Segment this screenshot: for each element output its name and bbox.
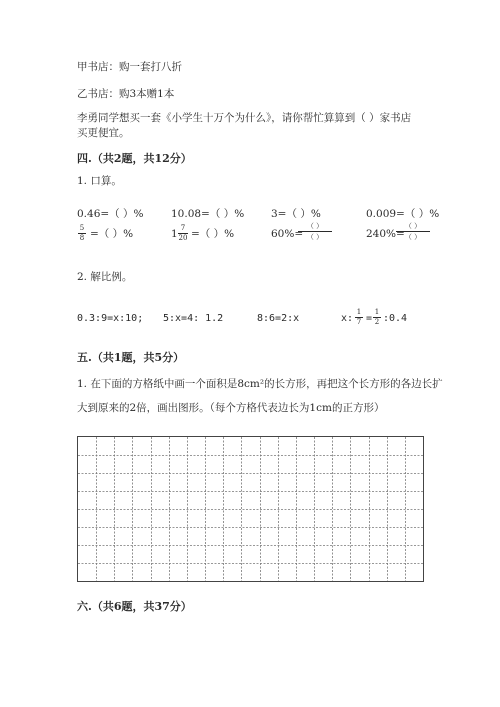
grid-lines (78, 437, 423, 581)
section-5-line-2: 大到原来的2倍，画出图形。（每个方格代表边长为1cm的正方形） (77, 402, 385, 414)
fraction-numerator: 1 (374, 308, 380, 316)
proportion-item: 0.3:9=x:10; (77, 313, 144, 324)
proportion-eq: = (366, 313, 373, 324)
shop-a-text: 甲书店：购一套打八折 (77, 61, 182, 73)
calc-item: 0.46=（ ）% (77, 208, 144, 220)
calc-item: 10.08=（ ）% (171, 208, 245, 220)
proportion-post: :0.4 (383, 313, 408, 324)
shop-b-text: 乙书店：购3本赠1本 (77, 88, 175, 100)
fraction-denominator: （ ） (306, 233, 324, 241)
fraction-numerator: 7 (180, 224, 186, 232)
fraction-denominator: 8 (79, 234, 85, 242)
fraction-bar (396, 231, 430, 232)
section-5-line-1: 1. 在下面的方格纸中画一个面积是8cm²的长方形，再把这个长方形的各边长扩 (77, 378, 443, 390)
fraction-numerator: 1 (356, 308, 362, 316)
q2-title: 2. 解比例。 (77, 271, 133, 283)
percent-prefix: 240%= (366, 228, 405, 240)
mixed-whole: 1 (171, 228, 178, 240)
fraction-bar (298, 231, 332, 232)
fraction-denominator: 7 (356, 318, 362, 326)
section-6-heading: 六.（共6题，共37分） (77, 600, 192, 613)
section-5-heading: 五.（共1题，共5分） (77, 351, 185, 364)
section-4-heading: 四.（共2题，共12分） (77, 152, 192, 165)
fraction-denominator: 20 (178, 234, 188, 242)
grid-paper (77, 436, 424, 582)
calc-item: 0.009=（ ）% (366, 208, 440, 220)
question-line-1: 李勇同学想买一套《小学生十万个为什么》，请你帮忙算算到（ ）家书店 (77, 112, 412, 124)
calc-rest: =（ ）% (191, 228, 235, 240)
percent-prefix: 60%= (271, 228, 304, 240)
calc-rest: =（ ）% (90, 228, 134, 240)
proportion-pre: x: (341, 313, 354, 324)
fraction-numerator: 5 (79, 224, 85, 232)
proportion-item: 5:x=4: 1.2 (163, 313, 224, 324)
proportion-item: 8:6=2:x (257, 313, 300, 324)
fraction-denominator: 2 (374, 318, 380, 326)
question-line-2: 买更便宜。 (77, 127, 130, 139)
q1-title: 1. 口算。 (77, 175, 122, 187)
fraction-denominator: （ ） (404, 233, 422, 241)
calc-item: 3=（ ）% (271, 208, 321, 220)
fraction-numerator: （ ） (404, 222, 422, 230)
fraction-numerator: （ ） (306, 222, 324, 230)
